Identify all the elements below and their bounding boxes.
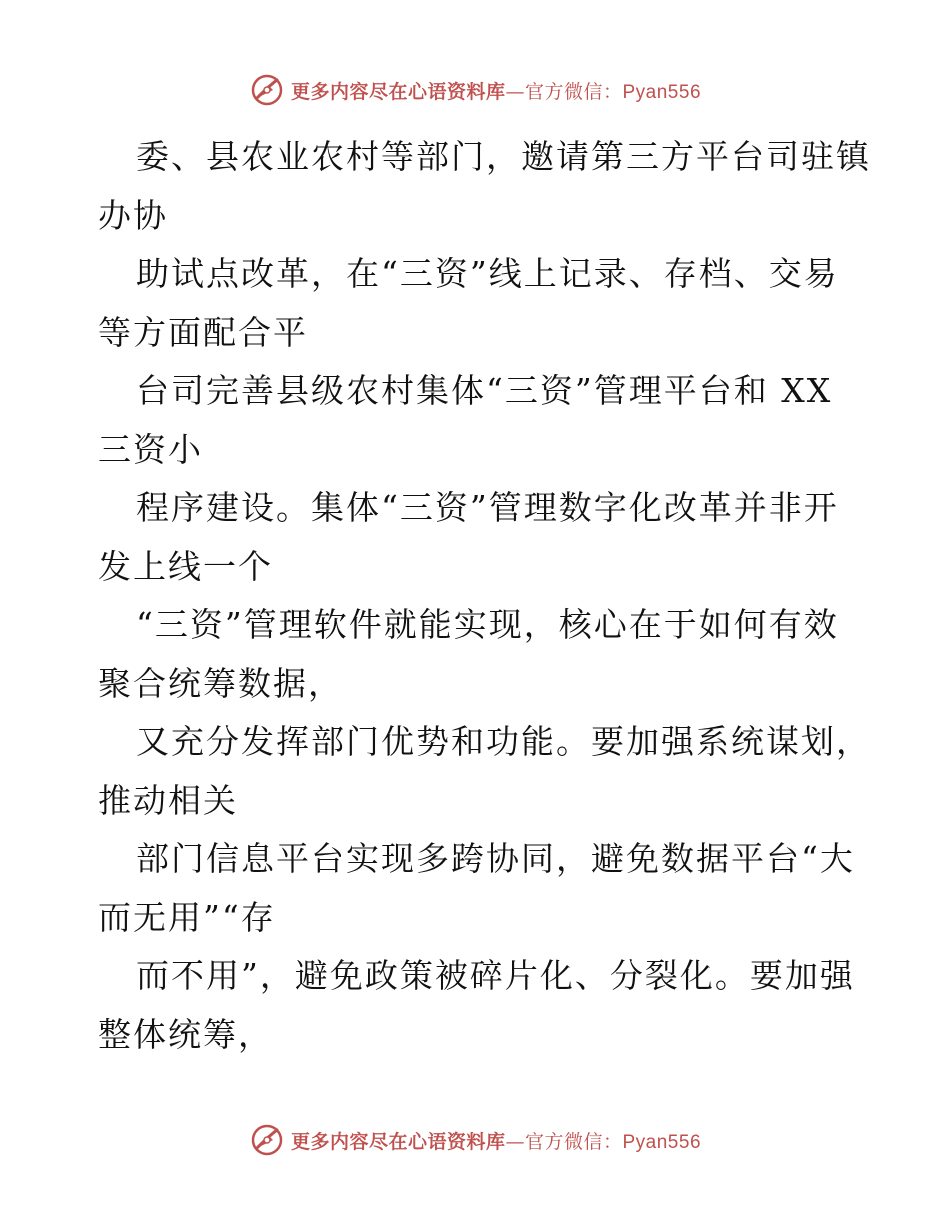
banner-label: 官方微信： bbox=[524, 80, 623, 103]
text-line: 整体统筹， bbox=[98, 1014, 273, 1054]
text-line: 等方面配合平 bbox=[98, 312, 308, 352]
banner-text bbox=[291, 77, 701, 104]
banner-brand: 更多内容尽在心语资料库 bbox=[290, 1130, 506, 1153]
banner-label: 官方微信： bbox=[524, 1130, 623, 1153]
banner-wechat-id: Pyan556 bbox=[622, 81, 702, 103]
text-line: 办协 bbox=[98, 195, 168, 235]
text-line: 而不用”，避免政策被碎片化、分裂化。要加强 bbox=[136, 956, 855, 995]
text-line: 发上线一个 bbox=[98, 546, 273, 586]
banner-wechat-id: Pyan556 bbox=[622, 1131, 702, 1153]
text-line: 推动相关 bbox=[98, 780, 238, 820]
text-line: “三资”管理软件就能实现，核心在于如何有效 bbox=[136, 605, 839, 644]
text-line: 委、县农业农村等部门，邀请第三方平台司驻镇 bbox=[136, 137, 871, 176]
text-line: 三资小 bbox=[98, 429, 203, 469]
banner-dash: — bbox=[505, 80, 525, 103]
banner-dash: — bbox=[505, 1130, 525, 1153]
banner-text bbox=[291, 1127, 701, 1154]
footer-banner bbox=[0, 1120, 950, 1160]
text-line: 部门信息平台实现多跨协同，避免数据平台“大 bbox=[136, 839, 855, 878]
pen-logo-icon bbox=[249, 1122, 285, 1158]
header-banner bbox=[0, 70, 950, 110]
banner-brand: 更多内容尽在心语资料库 bbox=[290, 80, 506, 103]
pen-logo-icon bbox=[249, 72, 285, 108]
text-line: 助试点改革，在“三资”线上记录、存档、交易 bbox=[136, 254, 839, 293]
text-line: 台司完善县级农村集体“三资”管理平台和 XX bbox=[136, 371, 833, 410]
text-line: 而无用”“存 bbox=[98, 897, 276, 937]
document-body bbox=[98, 128, 871, 1064]
text-line: 又充分发挥部门优势和功能。要加强系统谋划， bbox=[136, 722, 871, 761]
text-line: 程序建设。集体“三资”管理数字化改革并非开 bbox=[136, 488, 839, 527]
text-line: 聚合统筹数据， bbox=[98, 663, 343, 703]
